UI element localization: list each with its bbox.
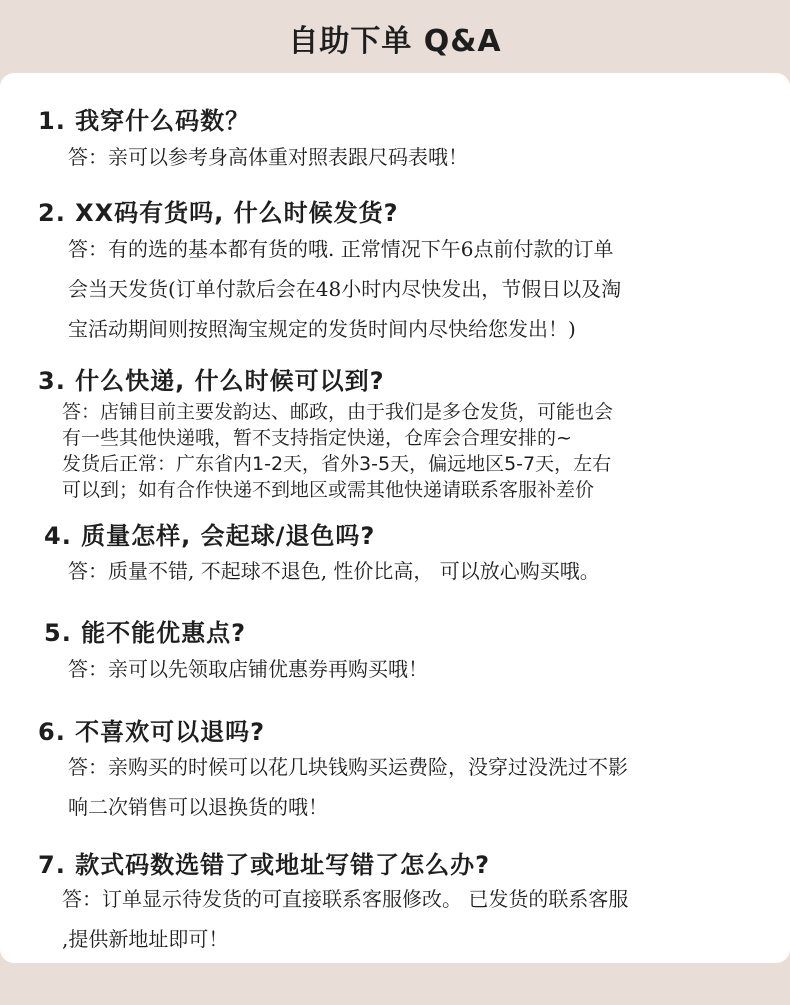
answer-7-line-2: ,提供新地址即可！: [62, 927, 229, 951]
answer-3-line-1: 答：店铺目前主要发韵达、邮政，由于我们是多仓发货，可能也会: [62, 401, 614, 423]
answer-3-line-2: 有一些其他快递哦，暂不支持指定快递，仓库会合理安排的~: [62, 427, 572, 449]
answer-2-line-2: 会当天发货(订单付款后会在48小时内尽快发出，节假日以及淘: [68, 277, 622, 301]
question-4: 4. 质量怎样, 会起球/退色吗?: [44, 522, 376, 550]
answer-5: [68, 649, 428, 689]
answer-2-line-3: 宝活动期间则按照淘宝规定的发货时间内尽快给您发出！): [68, 317, 576, 341]
question-7: 7. 款式码数选错了或地址写错了怎么办?: [38, 851, 491, 879]
answer-1-line-1: 答：亲可以参考身高体重对照表跟尺码表哦！: [68, 145, 468, 169]
answer-7: [62, 879, 628, 959]
answer-2-line-1: 答：有的选的基本都有货的哦. 正常情况下午6点前付款的订单: [68, 237, 614, 261]
answer-2: [68, 229, 621, 349]
question-2: 2. XX码有货吗, 什么时候发货?: [38, 199, 399, 227]
answer-7-line-1: 答：订单显示待发货的可直接联系客服修改。 已发货的联系客服: [62, 887, 629, 911]
header: [0, 0, 790, 76]
qa-card: [0, 73, 790, 963]
answer-6-line-2: 响二次销售可以退换货的哦！: [68, 795, 328, 819]
answer-3-line-3: 发货后正常：广东省内1-2天，省外3-5天，偏远地区5-7天，左右: [62, 453, 612, 475]
answer-3-line-4: 可以到；如有合作快递不到地区或需其他快递请联系客服补差价: [62, 479, 595, 501]
answer-6: [68, 747, 628, 827]
question-1: 1. 我穿什么码数？: [38, 107, 251, 135]
answer-4-line-1: 答：质量不错, 不起球不退色, 性价比高， 可以放心购买哦。: [68, 559, 600, 583]
answer-6-line-1: 答：亲购买的时候可以花几块钱购买运费险，没穿过没洗过不影: [68, 755, 628, 779]
question-3: 3. 什么快递, 什么时候可以到?: [38, 367, 385, 395]
answer-3: [62, 399, 613, 503]
answer-4: [68, 551, 600, 591]
page-title: 自助下单 Q&A: [288, 24, 502, 59]
answer-1: [68, 137, 468, 177]
question-5: 5. 能不能优惠点?: [44, 619, 247, 647]
answer-5-line-1: 答：亲可以先领取店铺优惠券再购买哦！: [68, 657, 428, 681]
question-6: 6. 不喜欢可以退吗?: [38, 718, 266, 746]
